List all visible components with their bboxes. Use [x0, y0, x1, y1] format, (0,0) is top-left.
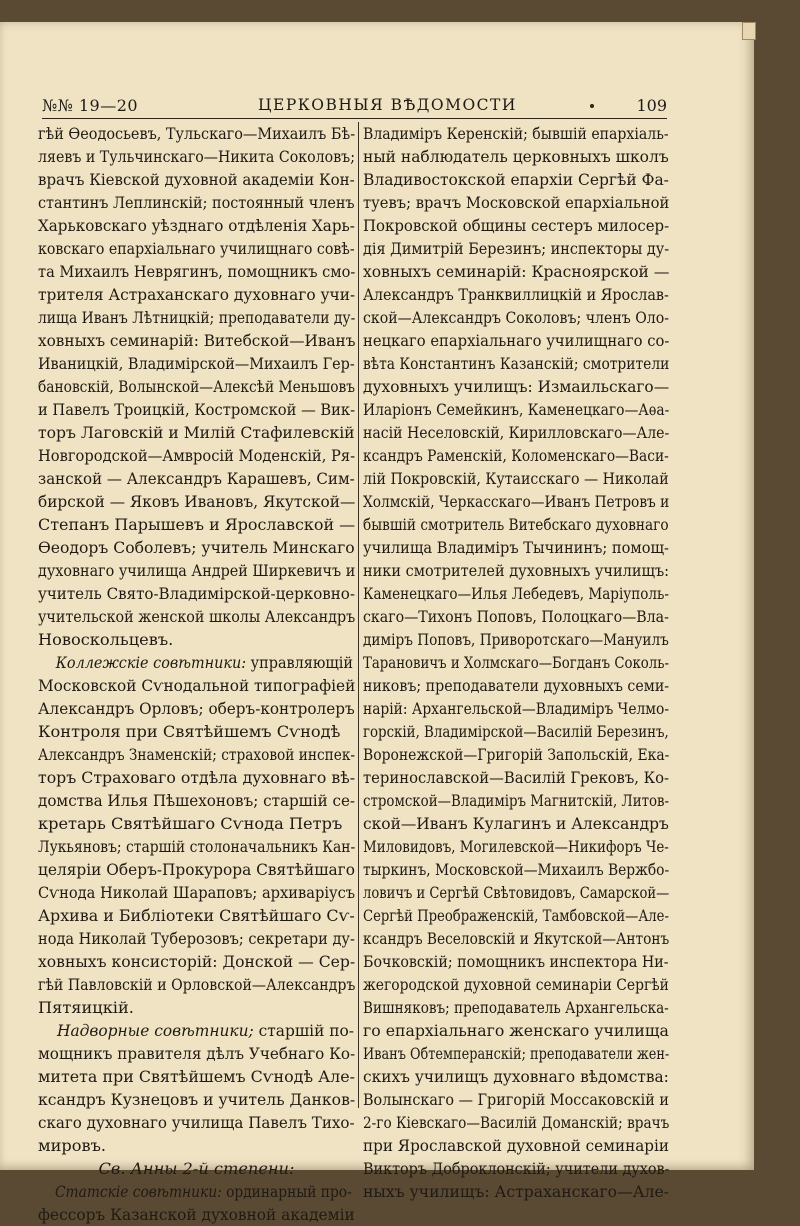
line-text: Новгородской—Амвросій Моденскій, Ря-: [38, 446, 356, 465]
line-text: целяріи Оберъ-Прокурора Святѣйшаго: [38, 860, 355, 879]
text-line: [363, 375, 670, 398]
line-text: ховныхъ консисторій: Донской — Сер-: [38, 952, 356, 971]
line-text: Иванъ Обтемперанскій; преподаватели жен-: [363, 1044, 670, 1063]
text-line: [363, 237, 670, 260]
line-text: Новоскольцевъ.: [38, 630, 174, 649]
text-line: [38, 628, 355, 651]
line-text: бывшій смотритель Витебскаго духовнаго: [363, 515, 669, 534]
text-line: [38, 306, 356, 329]
line-text: никовъ; преподаватели духовныхъ семи-: [363, 676, 670, 695]
line-text: скаго духовнаго училища Павелъ Тихо-: [38, 1113, 355, 1132]
text-line: [38, 858, 355, 881]
line-text: гѣй Павловскій и Орловской—Александръ: [38, 975, 356, 994]
line-text: управляющій: [246, 653, 353, 672]
line-text: Александръ Знаменскій; страховой инспек-: [38, 745, 356, 764]
line-text: ховныхъ семинарій: Витебской—Иванъ: [38, 331, 356, 350]
text-line: [38, 743, 356, 766]
text-line: [38, 122, 356, 145]
text-line: [38, 559, 356, 582]
text-line: [363, 421, 670, 444]
text-line: [363, 881, 670, 904]
line-text: ныхъ училищъ: Астраханскаго—Але-: [363, 1182, 669, 1201]
text-line: [363, 306, 670, 329]
line-text: ординарный про-: [221, 1182, 352, 1201]
text-line: [38, 927, 355, 950]
line-text: ксандръ Веселовскій и Якутской—Антонъ: [363, 929, 670, 948]
text-line: [38, 421, 355, 444]
line-text: Каменецкаго—Илья Лебедевъ, Маріуполь-: [363, 584, 669, 603]
line-text: Тарановичъ и Холмскаго—Богданъ Соколь-: [363, 653, 669, 672]
line-text: Пятяицкій.: [38, 998, 134, 1017]
line-text: занской — Александръ Карашевъ, Сим-: [38, 469, 355, 488]
line-text: Воронежской—Григорій Запольскій, Ека-: [363, 745, 670, 764]
text-line: [363, 697, 669, 720]
line-text: учительской женской школы Александръ: [38, 607, 356, 626]
text-line: [363, 1111, 670, 1134]
text-line: [363, 789, 670, 812]
text-line: [363, 1065, 669, 1088]
text-line: [38, 881, 356, 904]
line-text: Покровской общины сестеръ милосер-: [363, 216, 670, 235]
text-line: [38, 398, 356, 421]
line-text: ный наблюдатель церковныхъ школъ: [363, 147, 669, 166]
line-text: Архива и Библіотеки Святѣйшаго Сѵ-: [38, 906, 355, 925]
line-text: Александръ Орловъ; оберъ-контролеръ: [38, 699, 355, 718]
text-line: [38, 720, 355, 743]
text-line: [363, 1180, 669, 1203]
text-line: [363, 973, 669, 996]
header-dot: [590, 104, 594, 108]
line-text: Владиміръ Керенскій; бывшій епархіаль-: [363, 124, 669, 143]
line-text: Волынскаго — Григорій Моссаковскій и: [363, 1090, 669, 1109]
text-line: [38, 835, 356, 858]
line-text: ской—Иванъ Кулагинъ и Александръ: [363, 814, 669, 833]
text-line: [363, 168, 669, 191]
text-line: [363, 1088, 669, 1111]
text-line: [363, 329, 670, 352]
line-text: и Павелъ Троицкій, Костромской — Вик-: [38, 400, 356, 419]
text-line: [38, 904, 355, 927]
text-line: [38, 1180, 352, 1203]
text-line: [38, 1203, 355, 1226]
text-line: [363, 996, 669, 1019]
line-text: торъ Страховаго отдѣла духовнаго вѣ-: [38, 768, 356, 787]
text-line: [363, 605, 669, 628]
text-line: [38, 375, 355, 398]
line-text: ляевъ и Тульчинскаго—Никита Соколовъ;: [38, 147, 355, 166]
line-text: при Ярославской духовной семинаріи: [363, 1136, 670, 1155]
text-line: [38, 260, 356, 283]
line-text: ксандръ Раменскій, Коломенскаго—Васи-: [363, 446, 669, 465]
text-line: [363, 835, 669, 858]
line-text: ковскаго епархіальнаго училищнаго совѣ-: [38, 239, 355, 258]
line-text: лища Иванъ Лѣтницкій; преподаватели ду-: [38, 308, 356, 327]
text-line: [363, 812, 669, 835]
line-text: Викторъ Доброклонскій; учители духов-: [363, 1159, 670, 1178]
running-header: [42, 96, 667, 119]
line-text: кретарь Святѣйшаго Сѵнода Петръ: [38, 814, 343, 833]
text-line: [363, 720, 669, 743]
line-text: мировъ.: [38, 1136, 107, 1155]
line-text: 2-го Кіевскаго—Василій Доманскій; врачъ: [363, 1113, 670, 1132]
journal-title: ЦЕРКОВНЫЯ ВѢДОМОСТИ: [258, 96, 517, 114]
line-text: митета при Святѣйшемъ Сѵнодѣ Але-: [38, 1067, 355, 1086]
line-text: училища Владиміръ Тычининъ; помощ-: [363, 538, 669, 557]
line-text: духовныхъ училищъ: Измаильскаго—: [363, 377, 670, 396]
line-text: бирской — Яковъ Ивановъ, Якутской—: [38, 492, 356, 511]
line-text: Харьковскаго уѣзднаго отдѣленія Харь-: [38, 216, 355, 235]
page-number: 109: [636, 96, 667, 115]
line-text: бановскій, Волынской—Алексѣй Меньшовъ: [38, 377, 355, 396]
text-line: [363, 145, 669, 168]
text-line: [38, 996, 355, 1019]
text-line: [38, 467, 355, 490]
line-text: Контроля при Святѣйшемъ Сѵнодѣ: [38, 722, 341, 741]
column-divider: [358, 122, 359, 1108]
line-text: туевъ; врачъ Московской епархіальной: [363, 193, 670, 212]
issue-number: №№ 19—20: [42, 96, 139, 115]
line-text: го епархіальнаго женскаго училища: [363, 1021, 669, 1040]
text-line: [38, 191, 355, 214]
text-line: [38, 1065, 355, 1088]
text-line: [38, 651, 353, 674]
line-text: Вишняковъ; преподаватель Архангельска-: [363, 998, 669, 1017]
text-line: [38, 766, 356, 789]
text-line: [38, 812, 355, 835]
text-line: [38, 444, 356, 467]
italic-heading: Св. Анны 2-й степени:: [98, 1159, 295, 1178]
text-line: [363, 122, 669, 145]
text-line: [363, 904, 669, 927]
line-text: насій Неселовскій, Кирилловскаго—Але-: [363, 423, 670, 442]
line-text: вѣта Константинъ Казанскій; смотрители: [363, 354, 670, 373]
italic-heading: Надворные совѣтники;: [57, 1021, 254, 1040]
line-text: скаго—Тихонъ Поповъ, Полоцкаго—Вла-: [363, 607, 669, 626]
line-text: ховныхъ семинарій: Красноярской —: [363, 262, 670, 281]
text-line: [363, 858, 670, 881]
text-line: [363, 927, 670, 950]
line-text: дія Димитрій Березинъ; инспекторы ду-: [363, 239, 670, 258]
line-text: нода Николай Туберозовъ; секретари ду-: [38, 929, 355, 948]
text-line: [363, 191, 670, 214]
line-text: духовнаго училища Андрей Ширкевичъ и: [38, 561, 356, 580]
text-line: [363, 559, 670, 582]
line-text: лій Покровскій, Кутаисскаго — Николай: [363, 469, 669, 488]
line-text: горскій, Владимірской—Василій Березинъ,: [363, 722, 669, 741]
text-line: [363, 1134, 670, 1157]
text-line: [38, 168, 355, 191]
text-line: [38, 1019, 355, 1042]
text-line: [38, 1134, 355, 1157]
line-text: ловичъ и Сергѣй Свѣтовидовъ, Самарской—: [363, 883, 670, 902]
text-line: [363, 214, 670, 237]
italic-heading: Коллежскіе совѣтники:: [55, 653, 247, 672]
line-text: Владивостокской епархіи Сергѣй Фа-: [363, 170, 669, 189]
text-line: [38, 697, 355, 720]
text-line: [38, 1042, 356, 1065]
text-line: [363, 398, 670, 421]
line-text: теринославской—Василій Грековъ, Ко-: [363, 768, 670, 787]
text-line: [38, 674, 356, 697]
line-text: Александръ Транквиллицкій и Ярослав-: [363, 285, 669, 304]
text-line: [38, 352, 355, 375]
text-line: [38, 789, 356, 812]
line-text: Московской Сѵнодальной типографіей: [38, 676, 356, 695]
text-line: [38, 1111, 355, 1134]
line-text: Бочковскій; помощникъ инспектора Ни-: [363, 952, 669, 971]
text-line: [363, 1019, 669, 1042]
line-text: Холмскій, Черкасскаго—Иванъ Петровъ и: [363, 492, 670, 511]
text-line: [38, 536, 355, 559]
text-line: [38, 214, 355, 237]
text-line: [363, 467, 669, 490]
text-line: [363, 352, 670, 375]
text-line: [363, 1157, 670, 1180]
right-text-column: [363, 122, 669, 1203]
line-text: Сергѣй Преображенскій, Тамбовской—Але-: [363, 906, 669, 925]
line-text: та Михаилъ Неврягинъ, помощникъ смо-: [38, 262, 356, 281]
text-line: [363, 950, 669, 973]
italic-heading: Статскіе совѣтники:: [55, 1182, 222, 1201]
page-corner-tab: [742, 22, 756, 40]
line-text: учитель Свято-Владимірской-церковно-: [38, 584, 355, 603]
text-line: [38, 329, 356, 352]
line-text: нарій: Архангельской—Владиміръ Челмо-: [363, 699, 669, 718]
text-line: [38, 283, 356, 306]
line-text: стантинъ Леплинскій; постоянный членъ: [38, 193, 355, 212]
text-line: [38, 1088, 356, 1111]
line-text: Ѳеодоръ Соболевъ; учитель Минскаго: [38, 538, 355, 557]
text-line: [363, 743, 670, 766]
text-line: [38, 237, 355, 260]
line-text: диміръ Поповъ, Приворотскаго—Мануилъ: [363, 630, 669, 649]
text-line: [38, 605, 356, 628]
text-line: [38, 145, 355, 168]
line-text: Сѵнода Николай Шараповъ; архиваріусъ: [38, 883, 356, 902]
text-line: [363, 582, 669, 605]
line-text: торъ Лаговскій и Милій Стафилевскій: [38, 423, 355, 442]
text-line: [38, 973, 356, 996]
text-line: [363, 628, 669, 651]
left-text-column: [38, 122, 355, 1226]
line-text: Степанъ Парышевъ и Ярославской —: [38, 515, 356, 534]
line-text: Иваницкій, Владимірской—Михаилъ Гер-: [38, 354, 355, 373]
text-line: [38, 513, 356, 536]
line-text: ники смотрителей духовныхъ училищъ:: [363, 561, 670, 580]
line-text: мощникъ правителя дѣлъ Учебнаго Ко-: [38, 1044, 356, 1063]
line-text: ской—Александръ Соколовъ; членъ Оло-: [363, 308, 670, 327]
text-line: [363, 1042, 670, 1065]
text-line: [363, 444, 669, 467]
line-text: нецкаго епархіальнаго училищнаго со-: [363, 331, 670, 350]
line-text: гѣй Ѳеодосьевъ, Тульскаго—Михаилъ Бѣ-: [38, 124, 356, 143]
line-text: жегородской духовной семинаріи Сергѣй: [363, 975, 669, 994]
text-line: [363, 536, 669, 559]
line-text: тыркинъ, Московской—Михаилъ Вержбо-: [363, 860, 670, 879]
line-text: стромской—Владиміръ Магнитскій, Литов-: [363, 791, 670, 810]
text-line: [38, 490, 356, 513]
line-text: Лукьяновъ; старшій столоначальникъ Кан-: [38, 837, 356, 856]
line-text: врачъ Кіевской духовной академіи Кон-: [38, 170, 355, 189]
text-line: [363, 513, 669, 536]
text-line: [363, 766, 670, 789]
text-line: [38, 950, 356, 973]
line-text: домства Илья Пѣшехоновъ; старшій се-: [38, 791, 356, 810]
text-line: [363, 490, 670, 513]
line-text: трителя Астраханскаго духовнаго учи-: [38, 285, 356, 304]
text-line: [363, 283, 669, 306]
text-line: [363, 651, 669, 674]
line-text: старшій по-: [253, 1021, 355, 1040]
line-text: фессоръ Казанской духовной академіи: [38, 1205, 355, 1224]
text-line: [38, 1157, 355, 1180]
line-text: Иларіонъ Семейкинъ, Каменецкаго—Аѳа-: [363, 400, 670, 419]
text-line: [363, 674, 670, 697]
text-line: [38, 582, 355, 605]
line-text: Миловидовъ, Могилевской—Никифоръ Че-: [363, 837, 669, 856]
line-text: ксандръ Кузнецовъ и учитель Данков-: [38, 1090, 356, 1109]
text-line: [363, 260, 670, 283]
line-text: скихъ училищъ духовнаго вѣдомства:: [363, 1067, 669, 1086]
